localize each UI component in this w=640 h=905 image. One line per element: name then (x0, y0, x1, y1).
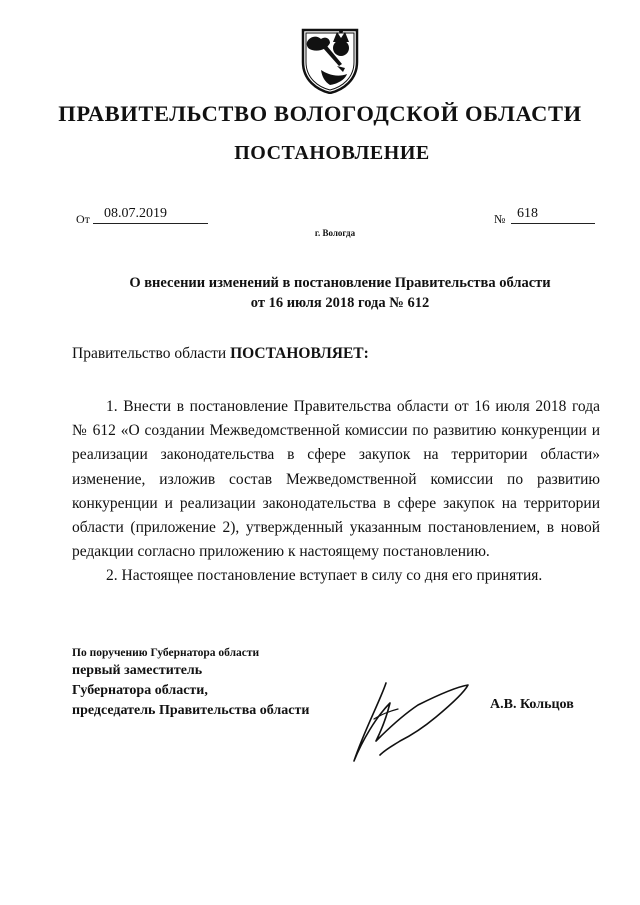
subject-line-1: О внесении изменений в постановление Правительства области (129, 275, 551, 291)
document-number: 618 (511, 206, 595, 224)
signatory-title-block (72, 645, 309, 721)
signatory-name: А.В. Кольцов (490, 697, 574, 712)
signatory-authority: По поручению Губернатора области (72, 647, 260, 659)
preamble-keyword: ПОСТАНОВЛЯЕТ: (230, 345, 369, 362)
document-body (72, 395, 600, 589)
document-subject (60, 273, 620, 313)
document-type: ПОСТАНОВЛЕНИЕ (234, 142, 430, 164)
preamble-lead: Правительство области (72, 345, 231, 362)
organization-title: ПРАВИТЕЛЬСТВО ВОЛОГОДСКОЙ ОБЛАСТИ (58, 101, 582, 126)
document-date: 08.07.2019 (93, 206, 208, 224)
paragraph-1: 1. Внести в постановление Правительства области от 16 июля 2018 года № 612 «О создании Межведомственной комиссии по развитию конкуренции и реализации законодательства в сфере закупок на территории области» изменение, изложив состав Межведомственной комиссии по развитию конкуренции и реализации законодательства в сфере закупок на территории области (приложение 2), утвержденный указанным постановлением, в новой редакции согласно приложению к настоящему постановлению. (72, 398, 600, 561)
signatory-position-1: первый заместитель (72, 663, 203, 678)
preamble (72, 345, 369, 363)
handwritten-signature (346, 675, 476, 765)
paragraph-2: 2. Настоящее постановление вступает в силу со дня его принятия. (106, 567, 543, 585)
vologda-coat-of-arms-icon (297, 22, 363, 94)
city: г. Вологда (314, 228, 356, 238)
signatory-position-3: председатель Правительства области (72, 703, 310, 718)
date-label: От (76, 212, 90, 226)
number-label: № (494, 212, 506, 226)
signatory-position-2: Губернатора области, (72, 683, 208, 698)
subject-line-2: от 16 июля 2018 года № 612 (250, 295, 430, 311)
